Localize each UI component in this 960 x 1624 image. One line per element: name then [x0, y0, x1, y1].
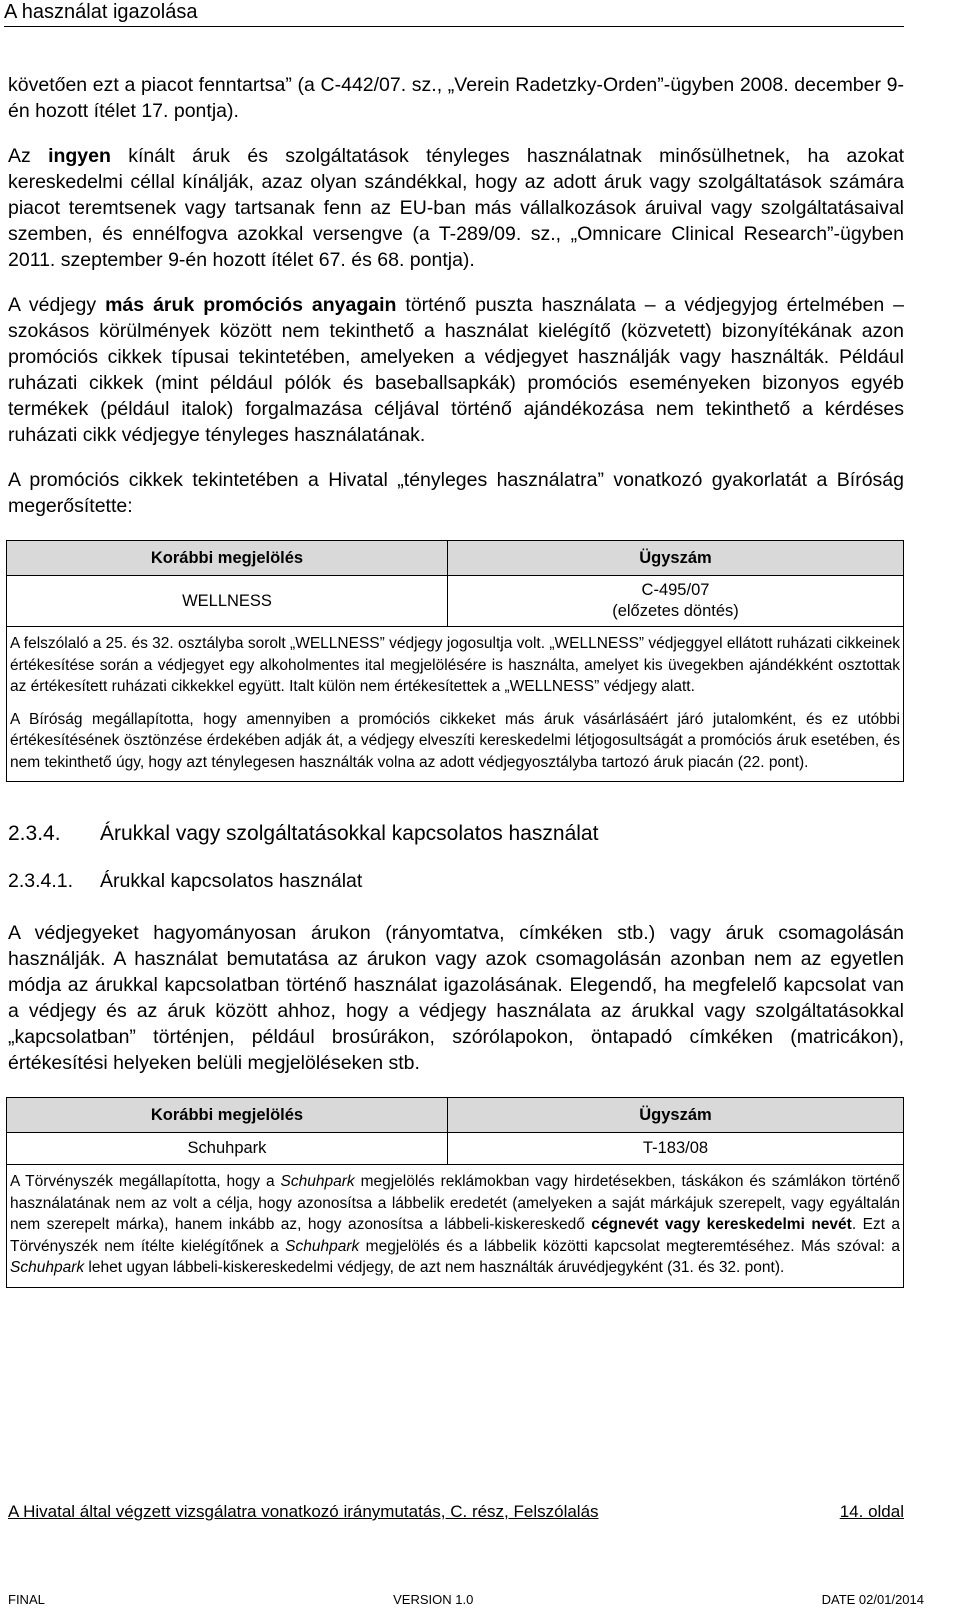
text: kínált áruk és szolgáltatások tényleges használatnak minősülhetnek, ha azokat kereskedelmi céllal kínálják, azaz olyan szándékkal, hogy az adott áruk vagy szolgáltatások számára piacot teremtsenek vagy tartsanak fenn az EU-ban más vállalkozások áruival vagy szolgáltatásaival szemben, és ennélfogva azokkal versengve (a T-289/09. sz., „Omnicare Clinical Research”-ügyben 2011. szeptember 9-én hozott ítélet 67. és 68. pontja).	[8, 145, 904, 271]
running-header: A használat igazolása	[4, 0, 904, 27]
case-description	[7, 627, 904, 782]
earlier-mark-cell: WELLNESS	[7, 576, 448, 627]
text: A védjegy	[8, 294, 106, 316]
table-header-row	[7, 541, 904, 576]
version-footer	[8, 1592, 924, 1607]
page-footer	[8, 1502, 904, 1522]
table-row	[7, 576, 904, 627]
paragraph-free-goods	[8, 143, 904, 273]
document-body	[8, 72, 904, 1288]
paragraph-use-on-goods: A védjegyeket hagyományosan árukon (rányomtatva, címkéken stb.) vagy áruk csomagolásán használják. A használat bemutatása az árukon vagy azok csomagolásán azonban nem az egyetlen módja az árukkal kapcsolatban történő használat igazolásának. Elegendő, ha megfelelő kapcsolat van a védjegy és az áruk között ahhoz, hogy a védjegy használata az árukkal vagy szolgáltatásokkal „kapcsolatban” történjen, például brosúrákon, szórólapokon, öntapadó címkéken (matricákon), értékesítési helyeken belüli megjelöléseken stb.	[8, 922, 904, 1074]
column-header-earlier-mark: Korábbi megjelölés	[7, 1098, 448, 1133]
text: Az	[8, 145, 49, 167]
version-label: VERSION 1.0	[393, 1592, 474, 1607]
emphasis: ingyen	[48, 145, 111, 167]
status-label: FINAL	[8, 1592, 45, 1607]
mark-name: Schuhpark	[280, 1173, 355, 1190]
case-number-cell	[448, 576, 904, 627]
column-header-earlier-mark: Korábbi megjelölés	[7, 541, 448, 576]
case-type: (előzetes döntés)	[612, 602, 739, 620]
text: megjelölés reklámokban vagy hirdetésekben, táskákon és számlákon történő használatának nem az volt a célja, hogy azonosítsa a lábbelik eredetét (amelyeken a saját márkájuk szerepelt, vagy egyáltalán nem szerepelt márka), hanem inkább az, hogy azonosítsa a lábbeli-kiskereskedő	[10, 1173, 900, 1233]
column-header-case-number: Ügyszám	[448, 541, 904, 576]
date-label: DATE 02/01/2014	[821, 1592, 924, 1607]
table-row	[7, 1165, 904, 1288]
case-ruling	[10, 1171, 900, 1279]
column-header-case-number: Ügyszám	[448, 1098, 904, 1133]
case-description	[7, 1165, 904, 1288]
table-row	[7, 1133, 904, 1165]
earlier-mark-cell: Schuhpark	[7, 1133, 448, 1165]
footer-document-title: A Hivatal által végzett vizsgálatra vonatkozó iránymutatás, C. rész, Felszólalás	[8, 1502, 599, 1521]
section-title: Árukkal vagy szolgáltatásokkal kapcsolatos használat	[100, 822, 599, 845]
text: lehet ugyan lábbeli-kiskereskedelmi védjegy, de azt nem használták áruvédjegyként (31. és 32. pont).	[84, 1259, 785, 1276]
page-number: 14. oldal	[839, 1502, 904, 1521]
text: megjelölés és a lábbelik közötti kapcsolat megteremtéséhez. Más szóval: a	[359, 1237, 900, 1255]
emphasis: más áruk promóciós anyagain	[105, 294, 397, 316]
case-number-cell: T-183/08	[448, 1133, 904, 1165]
text: történő puszta használata – a védjegyjog értelmében – szokásos körülmények között nem tekinthető a használat kielégítő (közvetett) bizonyítékának azon promóciós cikkek típusai tekintetében, amelyeken a védjegyet használják vagy használták. Például ruházati cikkek (mint például pólók és baseballsapkák) promóciós eseményeken bizonyos egyéb termékek (például italok) forgalmazása céljával történő ajándékozása nem tekinthető a kérdéses ruházati cikk védjegye tényleges használatának.	[8, 294, 905, 446]
subsection-heading	[8, 868, 904, 894]
mark-name: Schuhpark	[10, 1259, 85, 1276]
section-number: 2.3.4.	[8, 822, 61, 845]
case-facts: A felszólaló a 25. és 32. osztályba sorolt „WELLNESS” védjegy jogosultja volt. „WELLNESS” védjeggyel ellátott ruházati cikkeinek értékesítése során a védjegyet egy alkoholmentes ital megjelölésére is használta, amelyet kis üvegekben ajándékként osztottak az értékesített ruházati cikkekkel együtt. Italt külön nem értékesítettek a „WELLNESS” védjegy alatt.	[10, 635, 900, 695]
table-header-row	[7, 1098, 904, 1133]
subsection-number: 2.3.4.1.	[8, 870, 74, 892]
case-ruling: A Bíróság megállapította, hogy amennyiben a promóciós cikkeket más áruk vásárlásáért járó jutalomként, és ez utóbbi értékesítésének ösztönzése érdekében adják át, a védjegy elveszíti kereskedelmi létjogosultságát a promóciós áruk esetében, és nem tekinthető úgy, hogy azt ténylegesen használták volna az adott védjegyosztályba tartozó áruk piacán (22. pont).	[10, 710, 900, 771]
emphasis: cégnevét vagy kereskedelmi nevét	[591, 1216, 852, 1233]
paragraph-continuation: követően ezt a piacot fenntartsa” (a C-442/07. sz., „Verein Radetzky-Orden”-ügyben 2008. december 9-én hozott ítélet 17. pontja).	[8, 74, 904, 122]
case-table-wellness	[6, 540, 904, 782]
paragraph-promotional-material	[8, 292, 904, 448]
subsection-title: Árukkal kapcsolatos használat	[100, 870, 363, 892]
section-heading	[8, 820, 904, 848]
mark-name: Schuhpark	[285, 1237, 360, 1255]
table-row	[7, 627, 904, 782]
case-table-schuhpark	[6, 1097, 904, 1288]
paragraph-court-practice: A promóciós cikkek tekintetében a Hivatal „tényleges használatra” vonatkozó gyakorlatát a Bíróság megerősítette:	[8, 469, 904, 517]
text: . Ezt a Törvényszék nem ítélte kielégítőnek a	[10, 1216, 901, 1255]
text: A Törvényszék megállapította, hogy a	[10, 1173, 281, 1190]
case-number: C-495/07	[641, 581, 710, 599]
